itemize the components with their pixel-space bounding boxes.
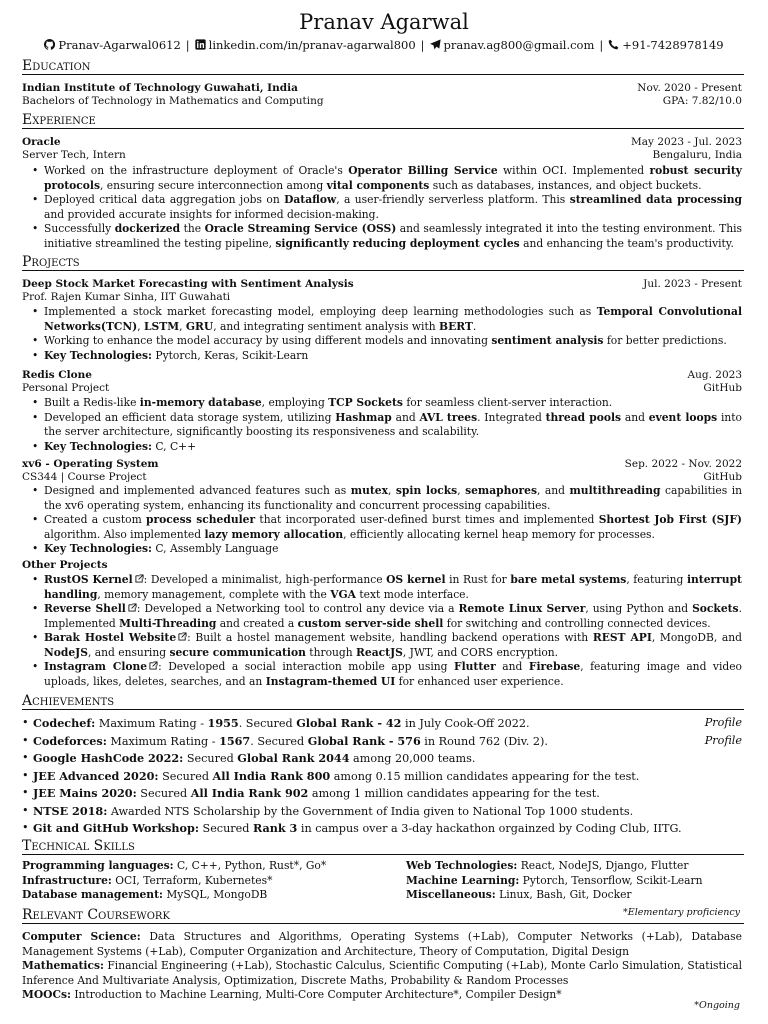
experience-dates: May 2023 - Jul. 2023 bbox=[631, 136, 742, 148]
github-link[interactable]: GitHub bbox=[703, 471, 742, 483]
list-item: • Google HashCode 2022: Secured Global Rank 2044 among 20,000 teams. bbox=[22, 750, 742, 768]
phone-icon bbox=[608, 39, 619, 50]
external-link-icon[interactable] bbox=[128, 603, 137, 612]
education-row bbox=[22, 82, 742, 95]
project-title: xv6 - Operating System bbox=[22, 458, 159, 470]
project-subrow bbox=[22, 382, 742, 395]
list-item: • Git and GitHub Workshop: Secured Rank 3 in campus over a 3-day hackathon orgainzed by Coding Club, IITG. bbox=[22, 820, 742, 838]
external-link-icon[interactable] bbox=[178, 632, 187, 641]
list-item: • Designed and implemented advanced features such as mutex, spin locks, semaphores, and multithreading capabilities in the xv6 operating system, enhancing its functionality and concurrent processing capabilities. bbox=[30, 484, 742, 513]
experience-role: Server Tech, Intern bbox=[22, 149, 126, 161]
linkedin-icon bbox=[195, 39, 206, 50]
coursework-row: Mathematics: Financial Engineering (+Lab), Stochastic Calculus, Scientific Computing (+Lab), Monte Carlo Simulation, Statistical Inference And Multivariate Analysis, Optimization, Discrete Maths, Probability & Random Processes bbox=[22, 959, 742, 987]
github-link[interactable]: GitHub bbox=[703, 382, 742, 394]
list-item: • Instagram Clone : Developed a social interaction mobile app using Flutter and Firebase, featuring image and video uploads, likes, deletes, searches, and an Instagram-themed UI for enhanced user experience. bbox=[30, 660, 742, 689]
project-bullets bbox=[30, 305, 742, 363]
skills-heading: Technical Skills bbox=[22, 838, 744, 855]
list-item: • JEE Mains 2020: Secured All India Rank 902 among 1 million candidates appearing for the test. bbox=[22, 785, 742, 803]
skill-row: Database management: MySQL, MongoDB bbox=[22, 888, 268, 901]
project-link[interactable]: Instagram Clone bbox=[44, 660, 148, 673]
project-link[interactable]: RustOS Kernel bbox=[44, 573, 133, 586]
gpa: GPA: 7.82/10.0 bbox=[662, 95, 742, 107]
education-heading: Education bbox=[22, 58, 744, 75]
list-item: • Built a Redis-like in-memory database, employing TCP Sockets for seamless client-server interaction. bbox=[30, 396, 742, 411]
project-dates: Sep. 2022 - Nov. 2022 bbox=[624, 458, 742, 470]
list-item: • Developed an efficient data storage system, utilizing Hashmap and AVL trees. Integrated thread pools and event loops into the server architecture, significantly boosting its responsiveness and scalability. bbox=[30, 411, 742, 440]
company-name: Oracle bbox=[22, 136, 61, 148]
project-link[interactable]: Reverse Shell bbox=[44, 602, 126, 615]
skills-footnote: *Elementary proficiency bbox=[623, 907, 740, 918]
codechef-profile-link[interactable]: Profile bbox=[704, 716, 742, 729]
coursework-row: Computer Science: Data Structures and Algorithms, Operating Systems (+Lab), Computer Networks (+Lab), Database Management Systems (+Lab), Computer Organization and Architecture, Theory of Computation, Digital Design bbox=[22, 930, 742, 958]
candidate-name: Pranav Agarwal bbox=[299, 10, 469, 34]
education-dates: Nov. 2020 - Present bbox=[637, 82, 742, 94]
linkedin-link[interactable]: linkedin.com/in/pranav-agarwal800 bbox=[208, 38, 416, 52]
list-item: • Deployed critical data aggregation jobs on Dataflow, a user-friendly serverless platform. This streamlined data processing and provided accurate insights for informed decision-making. bbox=[30, 193, 742, 222]
list-item: • Barak Hostel Website : Built a hostel management website, handling backend operations with REST API, MongoDB, and NodeJS, and ensuring secure communication through ReactJS, JWT, and CORS encryption. bbox=[30, 631, 742, 660]
list-item: • Codechef: Maximum Rating - 1955. Secured Global Rank - 42 in July Cook-Off 2022. Profile bbox=[22, 715, 742, 733]
experience-location: Bengaluru, India bbox=[652, 149, 742, 161]
project-link[interactable]: Barak Hostel Website bbox=[44, 631, 177, 644]
project-sub: Personal Project bbox=[22, 382, 110, 394]
github-icon bbox=[44, 39, 55, 50]
skill-row: Web Technologies: React, NodeJS, Django, Flutter bbox=[406, 859, 689, 872]
institute-name: Indian Institute of Technology Guwahati, India bbox=[22, 82, 298, 94]
phone-number[interactable]: +91-7428978149 bbox=[622, 38, 724, 52]
other-projects-title: Other Projects bbox=[22, 559, 108, 571]
coursework-row: MOOCs: Introduction to Machine Learning, Multi-Core Computer Architecture*, Compiler Design* bbox=[22, 988, 562, 1001]
list-item: • RustOS Kernel : Developed a minimalist, high-performance OS kernel in Rust for bare metal systems, featuring interrupt handling, memory management, complete with the VGA text mode interface. bbox=[30, 573, 742, 602]
list-item: • Codeforces: Maximum Rating - 1567. Secured Global Rank - 576 in Round 762 (Div. 2). Profile bbox=[22, 733, 742, 751]
project-dates: Jul. 2023 - Present bbox=[643, 278, 742, 290]
list-item: • Created a custom process scheduler that incorporated user-defined burst times and implemented Shortest Job First (SJF) algorithm. Also implemented lazy memory allocation, efficiently allocating kernel heap memory for processes. bbox=[30, 513, 742, 542]
coursework-rule bbox=[22, 923, 744, 924]
coursework-footnote: *Ongoing bbox=[694, 1000, 740, 1011]
coursework-heading: Relevant Coursework bbox=[22, 907, 170, 923]
list-item: • Successfully dockerized the Oracle Streaming Service (OSS) and seamlessly integrated it into the testing environment. This initiative streamlined the testing pipeline, significantly reducing deployment cycles and enhancing the team's productivity. bbox=[30, 222, 742, 251]
project-sub: CS344 | Course Project bbox=[22, 471, 147, 483]
projects-heading: Projects bbox=[22, 254, 744, 271]
contact-bar: Pranav-Agarwal0612 | linkedin.com/in/pranav-agarwal800 | pranav.ag800@gmail.com | +91-7428978149 bbox=[0, 38, 768, 52]
list-item: • Working to enhance the model accuracy by using different models and innovating sentiment analysis for better predictions. bbox=[30, 334, 742, 349]
skills-left-column bbox=[22, 859, 326, 903]
external-link-icon[interactable] bbox=[135, 574, 144, 583]
list-item: • JEE Advanced 2020: Secured All India Rank 800 among 0.15 million candidates appearing for the test. bbox=[22, 768, 742, 786]
achievements-heading: Achievements bbox=[22, 693, 744, 710]
other-projects-bullets bbox=[30, 573, 742, 689]
skill-row: Machine Learning: Pytorch, Tensorflow, Scikit-Learn bbox=[406, 873, 703, 887]
coursework-list bbox=[22, 930, 742, 1003]
list-item: • Reverse Shell : Developed a Networking tool to control any device via a Remote Linux Server, using Python and Sockets. Implemented Multi-Threading and created a custom server-side shell for switching and controlling connected devices. bbox=[30, 602, 742, 631]
list-item: • Key Technologies: Pytorch, Keras, Scikit-Learn bbox=[30, 349, 742, 364]
experience-heading: Experience bbox=[22, 112, 744, 129]
project-bullets bbox=[30, 396, 742, 454]
project-title: Deep Stock Market Forecasting with Sentiment Analysis bbox=[22, 278, 354, 290]
project-row bbox=[22, 278, 742, 291]
send-icon bbox=[430, 39, 441, 50]
project-title: Redis Clone bbox=[22, 369, 92, 381]
external-link-icon[interactable] bbox=[149, 661, 158, 670]
list-item: • Implemented a stock market forecasting model, employing deep learning methodologies such as Temporal Convolutional Networks(TCN), LSTM, GRU, and integrating sentiment analysis with BERT. bbox=[30, 305, 742, 334]
list-item: • Worked on the infrastructure deployment of Oracle's Operator Billing Service within OCI. Implemented robust security protocols, ensuring secure interconnection among vital components such as databases, instances, and object buckets. bbox=[30, 164, 742, 193]
experience-bullets bbox=[30, 164, 742, 251]
skill-row: Miscellaneous: Linux, Bash, Git, Docker bbox=[406, 888, 632, 901]
project-row bbox=[22, 458, 742, 471]
list-item: • Key Technologies: C, C++ bbox=[30, 440, 742, 455]
codeforces-profile-link[interactable]: Profile bbox=[704, 733, 742, 747]
list-item: • Key Technologies: C, Assembly Language bbox=[30, 542, 742, 557]
project-row bbox=[22, 369, 742, 382]
experience-row bbox=[22, 136, 742, 149]
project-bullets bbox=[30, 484, 742, 557]
list-item: • NTSE 2018: Awarded NTS Scholarship by the Government of India given to National Top 1000 students. bbox=[22, 803, 742, 821]
email-link[interactable]: pranav.ag800@gmail.com bbox=[443, 38, 595, 52]
project-subrow bbox=[22, 471, 742, 484]
project-dates: Aug. 2023 bbox=[687, 369, 742, 381]
project-sub: Prof. Rajen Kumar Sinha, IIT Guwahati bbox=[22, 291, 231, 303]
skill-row: Infrastructure: OCI, Terraform, Kubernetes* bbox=[22, 873, 273, 887]
education-subrow bbox=[22, 95, 742, 108]
achievements-list bbox=[22, 715, 742, 838]
skill-row: Programming languages: C, C++, Python, Rust*, Go* bbox=[22, 859, 327, 872]
skills-right-column bbox=[406, 859, 703, 903]
github-link[interactable]: Pranav-Agarwal0612 bbox=[58, 38, 181, 52]
degree: Bachelors of Technology in Mathematics and Computing bbox=[22, 95, 324, 107]
experience-subrow bbox=[22, 149, 742, 162]
